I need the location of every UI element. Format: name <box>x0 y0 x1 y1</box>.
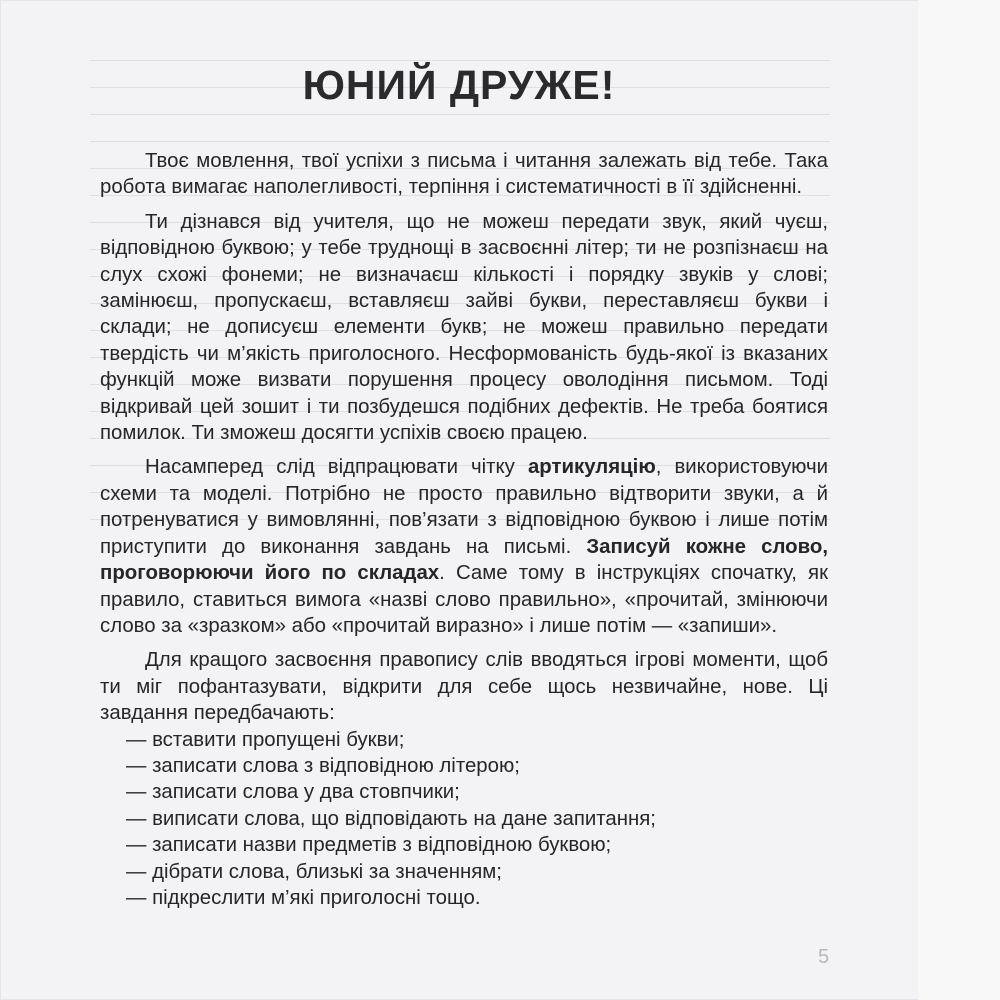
paragraph-3-bold-instruction: Записуй кожне слово, проговорюючи його по складах <box>100 535 828 585</box>
list-item: — дібрати слова, близькі за значенням; <box>126 859 828 885</box>
paragraph-4: Для кращого засвоєння правопису слів вводяться ігрові моменти, щоб ти міг пофантазувати, відкрити для себе щось незвичайне, нове. Ці завдання передбачають: <box>100 649 828 725</box>
list-item: — підкреслити м’які приголосні тощо. <box>126 885 828 911</box>
page-number: 5 <box>818 946 830 968</box>
page-edge <box>918 0 1000 1000</box>
paragraph-1: Твоє мовлення, твої успіхи з письма і читання залежать від тебе. Така робота вимагає наполегливості, терпіння і систематичності в її здійсненні. <box>100 150 828 199</box>
paragraph-3-part-a: Насамперед слід відпрацювати чітку <box>145 456 528 479</box>
paragraph-3-bold-articulation: артикуляцію <box>527 456 656 479</box>
paragraph-3-part-c: , використовуючи схеми та моделі. Потрібно не просто правильно відтворити звуки, а й потренуватися у вимовлянні, пов’язати з відповідною буквою і лише потім приступити до виконання завдань на письмі. <box>100 456 828 558</box>
paragraph-2: Ти дізнався від учителя, що не можеш передати звук, який чуєш, відповідною буквою; у тебе труднощі в засвоєнні літер; ти не розпізнаєш на слух схожі фонеми; не визначаєш кількості і порядку звуків у слові; замінюєш, пропускаєш, вставляєш зайві букви, переставляєш букви і склади; не дописуєш елементи букв; не можеш правильно передати твердість чи м’якість приголосного. Несформованість будь-якої із вказаних функцій може визвати порушення процесу оволодіння письмом. Тоді відкривай цей зошит і ти позбудешся подібних дефектів. Не треба боятися помилок. Ти зможеш досягти успіхів своєю працею. <box>100 210 828 445</box>
task-list <box>100 727 828 912</box>
list-item: — записати слова у два стовпчики; <box>126 779 828 805</box>
body-text <box>100 148 828 911</box>
paragraph-3-part-e: . Саме тому в інструкціях спочатку, як правило, ставиться вимога «назві слово правильно», «прочитай, змінюючи слово за «зразком» або «прочитай виразно» і лише потім — «запиши». <box>100 562 829 637</box>
list-item: — виписати слова, що відповідають на дане запитання; <box>126 806 828 832</box>
list-item: — записати назви предметів з відповідною буквою; <box>126 832 828 858</box>
list-item: — записати слова з відповідною літерою; <box>126 753 828 779</box>
paragraph-3 <box>100 454 828 639</box>
list-item: — вставити пропущені букви; <box>126 727 828 753</box>
page-title: ЮНИЙ ДРУЖЕ! <box>302 62 616 108</box>
